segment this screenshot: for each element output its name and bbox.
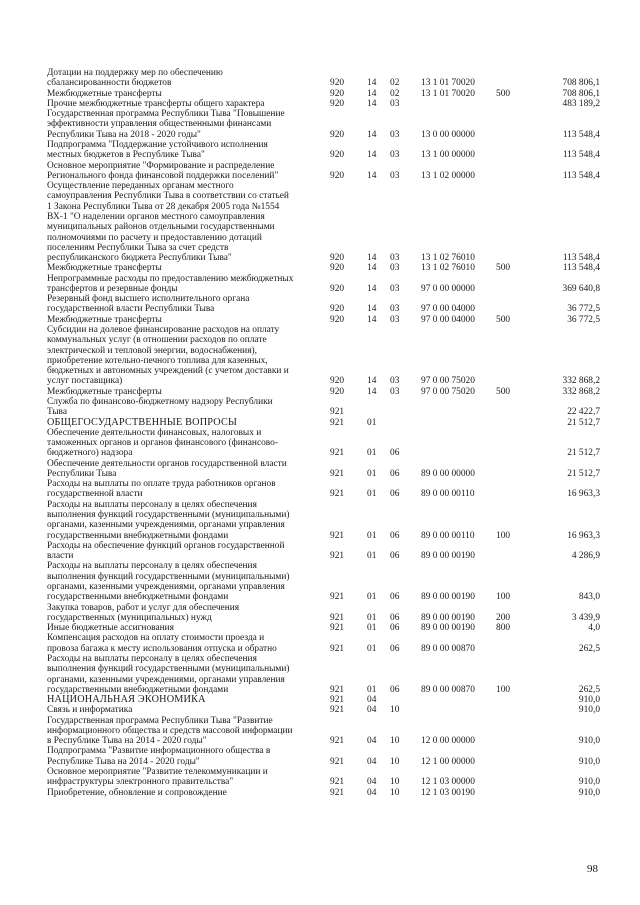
row-name	[47, 788, 309, 798]
row-razdel: 14	[367, 253, 377, 264]
row-name	[47, 695, 309, 705]
row-name-line: органами, казенными учреждениями, органами управления	[47, 674, 285, 685]
row-name-line: Расходы на выплаты персоналу в целях обеспечения	[47, 499, 257, 510]
row-grbs: 920	[330, 253, 345, 264]
row-grbs: 920	[330, 283, 345, 294]
row-target-article: 12 1 03 00190	[421, 787, 475, 798]
row-grbs: 921	[330, 468, 345, 479]
row-target-article: 13 1 01 70020	[421, 78, 475, 89]
row-target-article: 13 1 00 00000	[421, 150, 475, 161]
row-name	[47, 500, 309, 541]
row-podrazdel: 03	[390, 376, 400, 387]
row-target-article: 97 0 00 75020	[421, 386, 475, 397]
row-name-line: ВХ-1 "О наделении органов местного самоуправления	[47, 211, 265, 222]
row-podrazdel: 06	[390, 530, 400, 541]
row-name	[47, 541, 309, 562]
row-podrazdel: 03	[390, 263, 400, 274]
row-name	[47, 459, 309, 480]
row-podrazdel: 06	[390, 489, 400, 500]
row-podrazdel: 02	[390, 78, 400, 89]
row-grbs: 920	[330, 386, 345, 397]
row-expense-type: 100	[496, 684, 511, 695]
row-name-line: Расходы на выплаты персоналу в целях обеспечения	[47, 653, 257, 664]
row-name-line: таможенных органов и органов финансового (финансово-	[47, 438, 278, 449]
row-name-line: Обеспечение деятельности финансовых, налоговых и	[47, 427, 262, 438]
row-grbs: 920	[330, 170, 345, 181]
row-target-article: 97 0 00 00000	[421, 283, 475, 294]
row-podrazdel: 10	[390, 756, 400, 767]
row-name-line: органами, казенными учреждениями, органами управления	[47, 582, 285, 593]
row-grbs: 920	[330, 376, 345, 387]
row-name	[47, 161, 309, 182]
budget-row	[0, 767, 640, 788]
row-name	[47, 263, 309, 273]
row-razdel: 01	[367, 592, 377, 603]
row-amount: 369 640,8	[562, 283, 600, 294]
row-target-article: 97 0 00 04000	[421, 304, 475, 315]
row-name-line: в Республике Тыва на 2014 - 2020 годы"	[47, 736, 207, 747]
row-name-line: власти	[47, 551, 74, 562]
row-amount: 910,0	[578, 777, 600, 788]
row-name-line: коммунальных услуг (в отношении расходов по оплате	[47, 335, 267, 346]
row-amount: 262,5	[578, 643, 600, 654]
row-name-line: НАЦИОНАЛЬНАЯ ЭКОНОМИКА	[47, 694, 206, 706]
budget-row	[0, 479, 640, 500]
budget-row	[0, 294, 640, 315]
budget-row	[0, 161, 640, 182]
row-name	[47, 68, 309, 89]
row-name	[47, 633, 309, 654]
row-name-line: Резервный фонд высшего исполнительного органа	[47, 294, 250, 305]
row-target-article: 89 0 00 00110	[421, 489, 475, 500]
row-podrazdel: 06	[390, 684, 400, 695]
row-name-line: полномочиями по расчету и предоставлению дотаций	[47, 232, 262, 243]
row-name-line: Субсидии на долевое финансирование расходов на оплату	[47, 325, 280, 335]
row-amount: 910,0	[578, 695, 600, 706]
row-name-line: бюджетных и автономных учреждений (с учетом доставки и	[47, 366, 289, 377]
row-name	[47, 767, 309, 788]
row-razdel: 14	[367, 98, 377, 109]
row-name-line: органами, казенными учреждениями, органами управления	[47, 520, 285, 531]
row-grbs: 921	[330, 489, 345, 500]
row-name-line: Служба по финансово-бюджетному надзору Республики	[47, 396, 273, 407]
row-name-line: Основное мероприятие "Формирование и распределение	[47, 160, 275, 171]
budget-row	[0, 68, 640, 89]
row-grbs: 921	[330, 551, 345, 562]
budget-row	[0, 746, 640, 767]
row-podrazdel: 06	[390, 623, 400, 634]
row-grbs: 920	[330, 88, 345, 99]
budget-row	[0, 274, 640, 295]
row-podrazdel: 03	[390, 150, 400, 161]
row-amount: 262,5	[578, 684, 600, 695]
row-amount: 332 868,2	[562, 376, 600, 387]
row-name-line: Расходы на обеспечение функций органов государственной	[47, 540, 285, 551]
row-target-article: 89 0 00 00870	[421, 643, 475, 654]
row-amount: 483 189,2	[562, 98, 600, 109]
row-name-line: Республики Тыва	[47, 468, 117, 479]
budget-row	[0, 428, 640, 459]
row-podrazdel: 03	[390, 386, 400, 397]
row-podrazdel: 10	[390, 705, 400, 716]
row-grbs: 921	[330, 448, 345, 459]
row-razdel: 14	[367, 376, 377, 387]
row-name-line: республиканского бюджета Республики Тыва"	[47, 253, 232, 264]
row-name-line: Дотации на поддержку мер по обеспечению	[47, 68, 223, 78]
row-razdel: 01	[367, 612, 377, 623]
row-grbs: 921	[330, 736, 345, 747]
row-razdel: 14	[367, 283, 377, 294]
row-grbs: 920	[330, 98, 345, 109]
row-name	[47, 428, 309, 459]
row-razdel: 14	[367, 129, 377, 140]
row-target-article: 12 0 00 00000	[421, 736, 475, 747]
row-name-line: Тыва	[47, 407, 68, 418]
row-amount: 113 548,4	[562, 150, 600, 161]
row-name-line: Государственная программа Республики Тыва "Повышение	[47, 109, 285, 120]
row-name	[47, 294, 309, 315]
row-razdel: 14	[367, 263, 377, 274]
row-name	[47, 387, 309, 397]
row-name	[47, 89, 309, 99]
row-razdel: 14	[367, 304, 377, 315]
row-amount: 113 548,4	[562, 129, 600, 140]
row-expense-type: 100	[496, 592, 511, 603]
row-razdel: 14	[367, 150, 377, 161]
row-name	[47, 561, 309, 602]
row-razdel: 04	[367, 756, 377, 767]
row-name	[47, 418, 309, 428]
row-razdel: 14	[367, 386, 377, 397]
row-grbs: 921	[330, 612, 345, 623]
row-grbs: 921	[330, 684, 345, 695]
row-name	[47, 109, 309, 140]
row-razdel: 04	[367, 705, 377, 716]
row-name	[47, 746, 309, 767]
row-podrazdel: 02	[390, 88, 400, 99]
row-grbs: 920	[330, 78, 345, 89]
row-name-line: самоуправления Республики Тыва в соответствии со статьей	[47, 191, 289, 202]
row-podrazdel: 06	[390, 468, 400, 479]
row-name-line: Прочие межбюджетные трансферты общего характера	[47, 98, 265, 109]
budget-row	[0, 500, 640, 541]
row-amount: 910,0	[578, 756, 600, 767]
row-target-article: 89 0 00 00000	[421, 468, 475, 479]
page-number: 98	[587, 863, 598, 875]
row-name-line: Иные бюджетные ассигнования	[47, 623, 174, 634]
row-target-article: 97 0 00 75020	[421, 376, 475, 387]
row-name	[47, 654, 309, 695]
row-expense-type: 500	[496, 263, 511, 274]
row-podrazdel: 06	[390, 592, 400, 603]
row-name-line: Непрограммные расходы по предоставлению межбюджетных	[47, 273, 294, 284]
row-amount: 910,0	[578, 787, 600, 798]
budget-row	[0, 99, 640, 109]
row-expense-type: 200	[496, 612, 511, 623]
row-grbs: 921	[330, 756, 345, 767]
row-grbs: 920	[330, 150, 345, 161]
row-podrazdel: 06	[390, 643, 400, 654]
row-name-line: поселениям Республики Тыва за счет средств	[47, 242, 229, 253]
row-name-line: Компенсация расходов на оплату стоимости проезда и	[47, 633, 265, 644]
budget-row	[0, 623, 640, 633]
row-target-article: 89 0 00 00190	[421, 623, 475, 634]
row-name-line: эффективности управления общественными финансами	[47, 119, 272, 130]
row-name-line: выполнения функций государственными (муниципальными)	[47, 571, 290, 582]
row-amount: 16 963,3	[567, 530, 600, 541]
budget-row	[0, 716, 640, 747]
row-grbs: 920	[330, 263, 345, 274]
row-target-article: 13 1 02 76010	[421, 263, 475, 274]
row-grbs: 920	[330, 304, 345, 315]
row-razdel: 14	[367, 170, 377, 181]
budget-row	[0, 325, 640, 387]
row-name-line: государственных (муниципальных) нужд	[47, 612, 212, 623]
budget-row	[0, 633, 640, 654]
row-name	[47, 315, 309, 325]
row-podrazdel: 03	[390, 314, 400, 325]
row-name-line: выполнения функций государственными (муниципальными)	[47, 510, 290, 521]
row-name	[47, 140, 309, 161]
row-name	[47, 603, 309, 624]
row-name	[47, 99, 309, 109]
row-amount: 332 868,2	[562, 386, 600, 397]
row-razdel: 04	[367, 736, 377, 747]
budget-row	[0, 418, 640, 428]
row-grbs: 921	[330, 695, 345, 706]
row-amount: 708 806,1	[562, 78, 600, 89]
budget-row	[0, 397, 640, 418]
budget-row	[0, 315, 640, 325]
row-expense-type: 800	[496, 623, 511, 634]
row-razdel: 01	[367, 684, 377, 695]
row-razdel: 01	[367, 643, 377, 654]
row-razdel: 04	[367, 695, 377, 706]
row-name-line: муниципальных районов отдельными государственными	[47, 222, 275, 233]
row-target-article: 12 1 03 00000	[421, 777, 475, 788]
row-name-line: Обеспечение деятельности органов государственной власти	[47, 458, 287, 469]
row-name-line: ОБЩЕГОСУДАРСТВЕННЫЕ ВОПРОСЫ	[47, 416, 238, 428]
row-expense-type: 500	[496, 88, 511, 99]
row-amount: 21 512,7	[567, 468, 600, 479]
row-amount: 3 439,9	[571, 612, 600, 623]
row-name-line: государственной власти	[47, 489, 143, 500]
row-razdel: 01	[367, 551, 377, 562]
budget-row	[0, 89, 640, 99]
row-grbs: 921	[330, 777, 345, 788]
row-name-line: государственными внебюджетными фондами	[47, 592, 229, 603]
row-name-line: сбалансированности бюджетов	[47, 78, 172, 89]
row-name	[47, 325, 309, 387]
budget-row	[0, 541, 640, 562]
row-podrazdel: 03	[390, 129, 400, 140]
row-amount: 113 548,4	[562, 253, 600, 264]
row-razdel: 01	[367, 489, 377, 500]
row-name-line: государственной власти Республики Тыва	[47, 304, 215, 315]
row-name-line: Подпрограмма "Поддержание устойчивого исполнения	[47, 139, 268, 150]
row-name	[47, 274, 309, 295]
row-grbs: 921	[330, 643, 345, 654]
row-amount: 910,0	[578, 705, 600, 716]
row-amount: 113 548,4	[562, 263, 600, 274]
row-name-line: Основное мероприятие "Развитие телекоммуникации и	[47, 767, 268, 778]
row-target-article: 13 0 00 00000	[421, 129, 475, 140]
budget-row	[0, 263, 640, 273]
row-name	[47, 716, 309, 747]
row-amount: 4 286,9	[571, 551, 600, 562]
budget-row	[0, 654, 640, 695]
row-podrazdel: 03	[390, 98, 400, 109]
row-name-line: выполнения функций государственными (муниципальными)	[47, 664, 290, 675]
row-target-article: 89 0 00 00110	[421, 530, 475, 541]
row-expense-type: 500	[496, 314, 511, 325]
row-podrazdel: 10	[390, 787, 400, 798]
row-amount: 910,0	[578, 736, 600, 747]
row-razdel: 01	[367, 468, 377, 479]
row-name-line: местных бюджетов в Республике Тыва"	[47, 150, 205, 161]
row-name-line: инфраструктуры электронного правительства"	[47, 777, 234, 788]
row-podrazdel: 03	[390, 170, 400, 181]
row-name-line: электрической и тепловой энергии, водоснабжения),	[47, 345, 257, 356]
budget-row	[0, 109, 640, 140]
row-name-line: приобретение котельно-печного топлива для казенных,	[47, 355, 268, 366]
budget-row	[0, 387, 640, 397]
row-name-line: Расходы на выплаты по оплате труда работников органов	[47, 479, 276, 490]
row-name-line: Расходы на выплаты персоналу в целях обеспечения	[47, 561, 257, 572]
row-target-article: 89 0 00 00190	[421, 592, 475, 603]
row-razdel: 04	[367, 777, 377, 788]
row-amount: 4,0	[588, 623, 600, 634]
budget-row	[0, 561, 640, 602]
row-name-line: Республики Тыва на 2018 - 2020 годы"	[47, 129, 201, 140]
row-grbs: 921	[330, 623, 345, 634]
row-razdel: 01	[367, 530, 377, 541]
row-grbs: 920	[330, 314, 345, 325]
row-razdel: 14	[367, 314, 377, 325]
row-name-line: Государственная программа Республики Тыва "Развитие	[47, 715, 273, 726]
row-name	[47, 705, 309, 715]
budget-row	[0, 695, 640, 705]
row-razdel: 01	[367, 623, 377, 634]
row-name-line: Межбюджетные трансферты	[47, 314, 162, 325]
row-podrazdel: 06	[390, 448, 400, 459]
row-name	[47, 397, 309, 418]
row-name-line: Межбюджетные трансферты	[47, 386, 162, 397]
row-podrazdel: 03	[390, 253, 400, 264]
row-amount: 36 772,5	[567, 304, 600, 315]
row-name-line: Регионального фонда финансовой поддержки поселений"	[47, 170, 279, 181]
row-name-line: услуг поставщика)	[47, 376, 123, 387]
row-amount: 36 772,5	[567, 314, 600, 325]
row-podrazdel: 10	[390, 736, 400, 747]
row-target-article: 89 0 00 00190	[421, 551, 475, 562]
row-podrazdel: 06	[390, 551, 400, 562]
row-name-line: государственными внебюджетными фондами	[47, 684, 229, 695]
row-name-line: провоза багажа к месту использования отпуска и обратно	[47, 643, 277, 654]
row-name	[47, 181, 309, 263]
row-name-line: государственными внебюджетными фондами	[47, 530, 229, 541]
row-grbs: 921	[330, 787, 345, 798]
row-grbs: 921	[330, 592, 345, 603]
row-name-line: трансфертов и резервные фонды	[47, 283, 178, 294]
row-podrazdel: 06	[390, 612, 400, 623]
row-target-article: 13 1 02 76010	[421, 253, 475, 264]
row-name-line: Республике Тыва на 2014 - 2020 годы"	[47, 756, 200, 767]
row-amount: 21 512,7	[567, 417, 600, 428]
row-grbs: 921	[330, 417, 345, 428]
budget-row	[0, 181, 640, 263]
row-razdel: 14	[367, 78, 377, 89]
row-amount: 708 806,1	[562, 88, 600, 99]
row-razdel: 14	[367, 88, 377, 99]
row-razdel: 01	[367, 417, 377, 428]
budget-row	[0, 603, 640, 624]
budget-row	[0, 140, 640, 161]
budget-row	[0, 459, 640, 480]
row-expense-type: 100	[496, 530, 511, 541]
row-grbs: 921	[330, 530, 345, 541]
budget-row	[0, 705, 640, 715]
budget-row	[0, 788, 640, 798]
row-amount: 22 422,7	[567, 407, 600, 418]
row-amount: 21 512,7	[567, 448, 600, 459]
row-name-line: Подпрограмма "Развитие информационного общества в	[47, 746, 271, 757]
row-target-article: 13 1 02 00000	[421, 170, 475, 181]
row-name-line: Закупка товаров, работ и услуг для обеспечения	[47, 602, 240, 613]
row-name-line: 1 Закона Республики Тыва от 28 декабря 2005 года №1554	[47, 201, 280, 212]
row-name	[47, 623, 309, 633]
row-name-line: Межбюджетные трансферты	[47, 88, 162, 99]
row-name-line: бюджетного) надзора	[47, 448, 133, 459]
row-name-line: Межбюджетные трансферты	[47, 263, 162, 274]
row-grbs: 920	[330, 129, 345, 140]
row-grbs: 921	[330, 407, 345, 418]
row-razdel: 04	[367, 787, 377, 798]
row-target-article: 97 0 00 04000	[421, 314, 475, 325]
row-amount: 113 548,4	[562, 170, 600, 181]
row-name-line: информационного общества и средств массовой информации	[47, 725, 293, 736]
row-name-line: Связь и информатика	[47, 705, 133, 716]
row-name	[47, 479, 309, 500]
row-amount: 843,0	[578, 592, 600, 603]
row-name-line: Осуществление переданных органам местного	[47, 181, 234, 192]
row-podrazdel: 03	[390, 283, 400, 294]
row-target-article: 89 0 00 00190	[421, 612, 475, 623]
row-target-article: 13 1 01 70020	[421, 88, 475, 99]
row-target-article: 89 0 00 00870	[421, 684, 475, 695]
row-grbs: 921	[330, 705, 345, 716]
row-amount: 16 963,3	[567, 489, 600, 500]
row-podrazdel: 10	[390, 777, 400, 788]
row-name-line: Приобретение, обновление и сопровождение	[47, 787, 227, 798]
row-expense-type: 500	[496, 386, 511, 397]
row-razdel: 01	[367, 448, 377, 459]
row-target-article: 12 1 00 00000	[421, 756, 475, 767]
row-podrazdel: 03	[390, 304, 400, 315]
